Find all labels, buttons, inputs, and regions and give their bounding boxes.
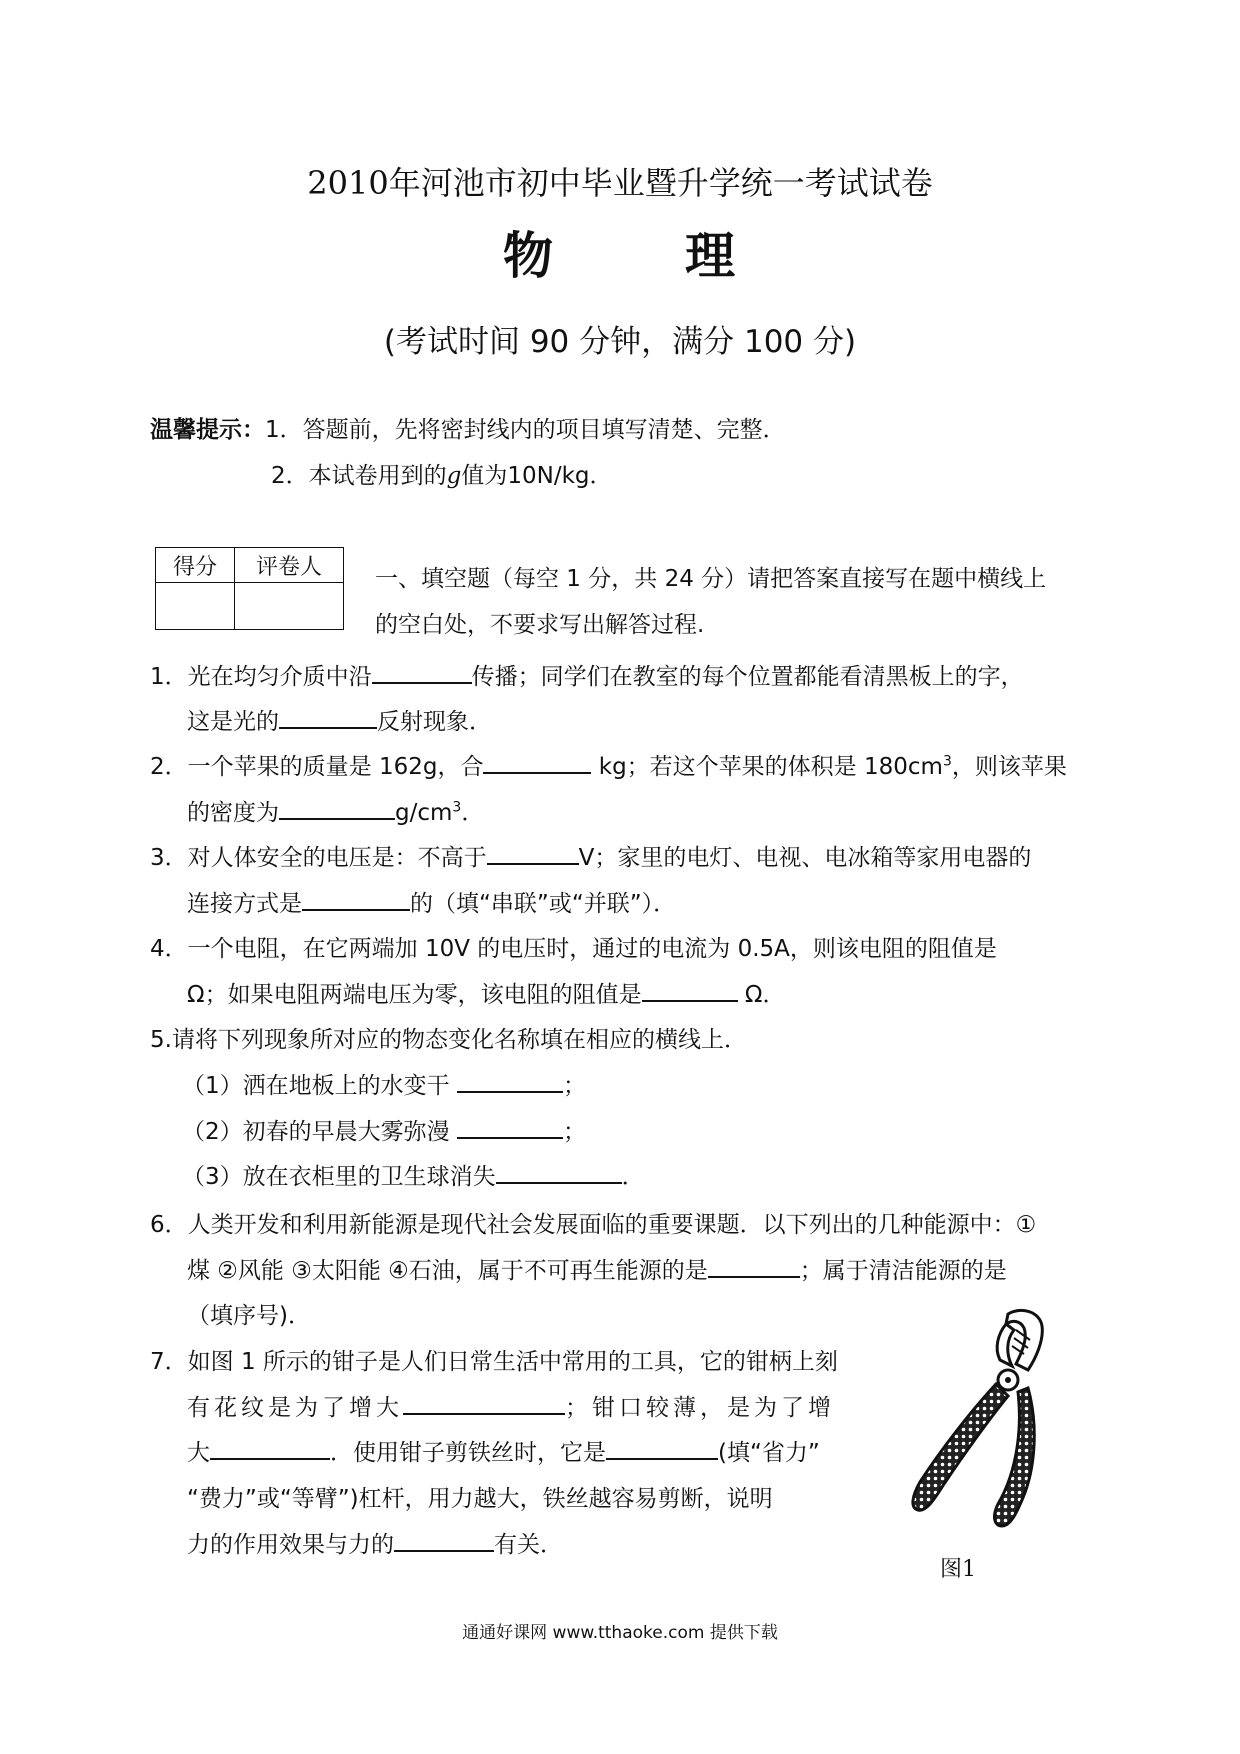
question-7-line-5: 力的作用效果与力的 有关． bbox=[187, 1526, 563, 1559]
answer-blank[interactable] bbox=[457, 1069, 563, 1093]
answer-blank[interactable] bbox=[496, 1160, 622, 1184]
exam-info: (考试时间 90 分钟，满分 100 分) bbox=[383, 324, 857, 360]
grader-header: 评卷人 bbox=[235, 548, 344, 583]
answer-blank[interactable] bbox=[403, 1391, 565, 1415]
answer-blank[interactable] bbox=[457, 1115, 563, 1139]
tips-label: 温馨提示： bbox=[150, 417, 265, 443]
question-2-line-2: 的密度为 $g/cm^3$． bbox=[187, 794, 484, 827]
subject-char-2: 理 bbox=[685, 227, 737, 285]
grader-cell[interactable] bbox=[235, 583, 344, 630]
question-5-sub-2: （2）初春的早晨大雾弥漫 ； bbox=[182, 1113, 586, 1146]
subject-char-1: 物 bbox=[503, 227, 555, 285]
tip-item-1: 1．答题前，先将密封线内的项目填写清楚、完整． bbox=[265, 417, 786, 443]
tips-line-1 bbox=[150, 411, 786, 444]
question-6-line-1: 6．人类开发和利用新能源是现代社会发展面临的重要课题．以下列出的几种能源中：① bbox=[150, 1212, 1037, 1238]
section-1-heading-cont: 的空白处，不要求写出解答过程. bbox=[375, 612, 705, 638]
answer-blank[interactable] bbox=[372, 660, 472, 684]
score-cell[interactable] bbox=[156, 583, 235, 630]
answer-blank[interactable] bbox=[708, 1254, 800, 1278]
figure-1-label: 图1 bbox=[940, 1557, 976, 1582]
question-2-line-1: 2．一个苹果的质量是 162g，合 kg；若这个苹果的体积是 $180cm^3$，则该苹果 bbox=[150, 748, 1067, 781]
question-5: 5.请将下列现象所对应的物态变化名称填在相应的横线上． bbox=[150, 1027, 747, 1053]
question-3-line-2: 连接方式是 的（填“串联”或“并联”）． bbox=[187, 885, 676, 918]
question-7-line-1: 7．如图 1 所示的钳子是人们日常生活中常用的工具，它的钳柄上刻 bbox=[150, 1349, 838, 1375]
answer-blank[interactable] bbox=[483, 750, 591, 774]
score-table bbox=[155, 547, 344, 630]
question-1-line-1: 1．光在均匀介质中沿 传播；同学们在教室的每个位置都能看清黑板上的字， bbox=[150, 658, 1024, 691]
question-5-sub-1: （1）洒在地板上的水变干 ； bbox=[182, 1067, 586, 1100]
question-7-line-4: “费力”或“等臂”)杠杆，用力越大，铁丝越容易剪断，说明 bbox=[187, 1486, 773, 1512]
score-header: 得分 bbox=[156, 548, 235, 583]
question-4-line-2: Ω；如果电阻两端电压为零，该电阻的阻值是 Ω． bbox=[187, 976, 785, 1009]
exam-title: 2010年河池市初中毕业暨升学统一考试试卷 bbox=[307, 164, 933, 202]
subject-heading bbox=[0, 216, 1240, 288]
answer-blank[interactable] bbox=[302, 887, 410, 911]
question-6-line-2: 煤 ②风能 ③太阳能 ④石油，属于不可再生能源的是 ；属于清洁能源的是 bbox=[187, 1252, 1007, 1285]
tips-line-2: 2．本试卷用到的g值为10N/kg． bbox=[271, 463, 613, 489]
question-7-line-2: 有花纹是为了增大 ；钳口较薄，是为了增 bbox=[187, 1389, 835, 1422]
question-1-line-2: 这是光的 反射现象． bbox=[187, 703, 492, 736]
answer-blank[interactable] bbox=[606, 1436, 718, 1460]
section-1-heading: 一、填空题（每空 1 分，共 24 分）请把答案直接写在题中横线上 bbox=[375, 566, 1047, 592]
answer-blank[interactable] bbox=[487, 841, 579, 865]
page-footer: 通通好课网 www.tthaoke.com 提供下载 bbox=[462, 1623, 778, 1643]
question-7-line-3: 大 ．使用钳子剪铁丝时，它是 (填“省力” bbox=[187, 1434, 820, 1467]
answer-blank[interactable] bbox=[210, 1436, 330, 1460]
pliers-icon bbox=[890, 1300, 1090, 1540]
answer-blank[interactable] bbox=[642, 978, 738, 1002]
question-4-line-1: 4．一个电阻，在它两端加 10V 的电压时，通过的电流为 0.5A，则该电阻的阻值是 bbox=[150, 936, 997, 962]
answer-blank[interactable] bbox=[279, 705, 377, 729]
question-5-sub-3: （3）放在衣柜里的卫生球消失 ． bbox=[182, 1158, 645, 1191]
question-6-line-3: （填序号)． bbox=[187, 1303, 311, 1329]
answer-blank[interactable] bbox=[279, 796, 395, 820]
question-3-line-1: 3．对人体安全的电压是：不高于 V；家里的电灯、电视、电冰箱等家用电器的 bbox=[150, 839, 1031, 872]
answer-blank[interactable] bbox=[394, 1528, 494, 1552]
